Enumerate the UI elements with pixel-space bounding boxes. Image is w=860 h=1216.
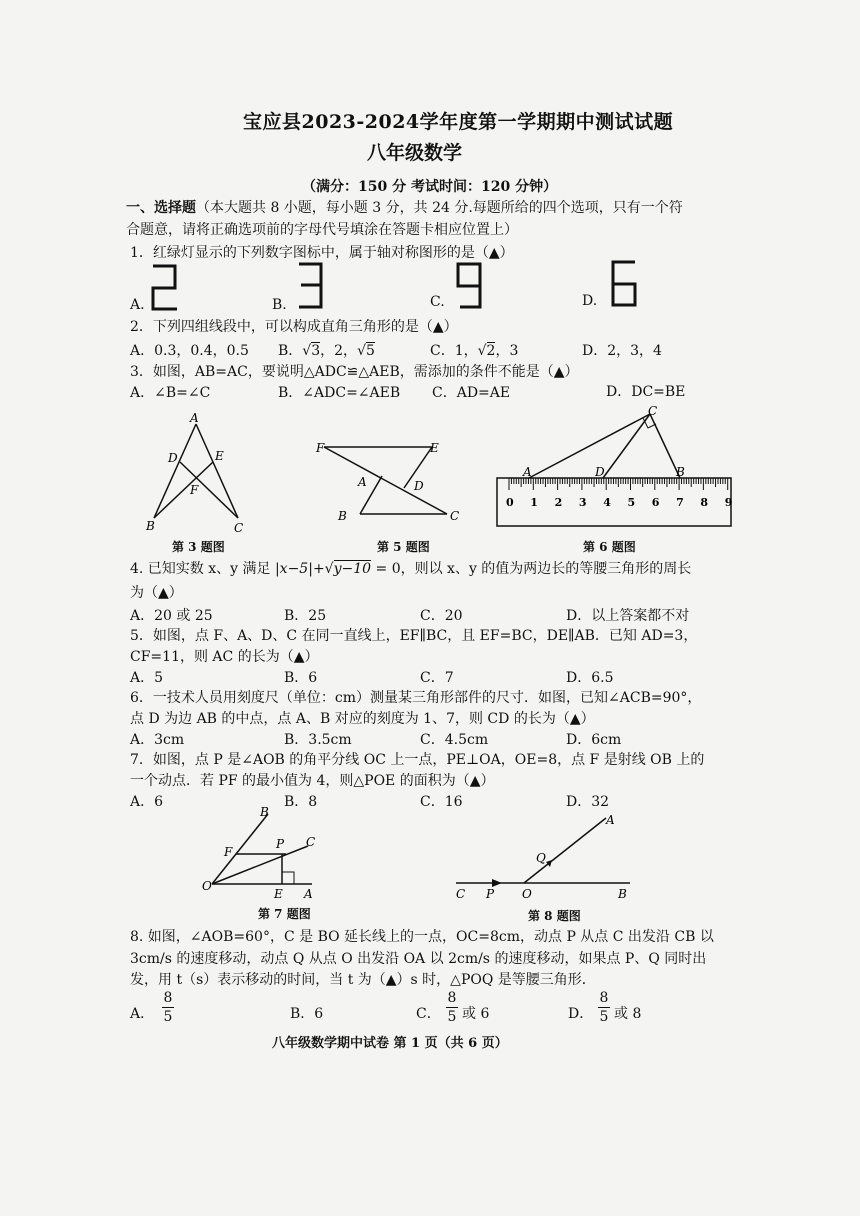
fig8-label-a: A <box>606 813 615 827</box>
q6-option-d: D．6cm <box>566 732 622 748</box>
fig6-label-a: A <box>523 465 532 479</box>
q1-option-d: D. <box>582 293 598 309</box>
q8-d-den: 5 <box>599 1009 609 1025</box>
sqrt-sign-icon: √ <box>324 561 334 577</box>
q8-d-num: 8 <box>599 990 609 1006</box>
q8-option-b: B．6 <box>290 1006 324 1022</box>
fig8-label-o: O <box>522 887 532 901</box>
fig5-label-e: E <box>430 441 439 455</box>
ruler-tick-label: 8 <box>700 496 709 509</box>
sqrt-sign-icon: √ <box>357 343 366 359</box>
q4-option-a: A．20 或 25 <box>130 608 213 624</box>
q2-option-c <box>430 342 518 360</box>
q4-stem-prefix: 4. 已知实数 x、y 满足 <box>130 561 271 577</box>
fig8-label-p: P <box>486 887 495 901</box>
q8-option-d-fraction <box>594 990 614 1025</box>
q5-option-d: D．6.5 <box>566 670 614 686</box>
page-footer: 八年级数学期中试卷 第 1 页（共 6 页） <box>272 1036 508 1051</box>
ruler-tick-label: 4 <box>603 496 611 509</box>
ruler-tick-label: 7 <box>676 496 684 509</box>
fig6-label-c: C <box>648 404 658 418</box>
ruler-tick-label: 6 <box>651 496 660 509</box>
q8-option-a-fraction <box>158 990 178 1025</box>
q4-root: y−10 <box>333 561 372 577</box>
ruler-ticks <box>509 478 728 490</box>
q4-option-d: D．以上答案都不对 <box>566 608 690 624</box>
fig3-label-f: F <box>190 483 199 497</box>
q4-stem <box>130 560 691 578</box>
q4-abs-expr: |x−5| <box>274 561 313 577</box>
section-instructions <box>126 199 683 217</box>
ruler-tick-label: 0 <box>506 496 514 509</box>
fig7-caption: 第 7 题图 <box>258 907 311 921</box>
fig6-label-d: D <box>595 465 605 479</box>
q5-option-c: C．7 <box>420 670 454 686</box>
q2-b-prefix: B． <box>278 343 303 359</box>
fig5-caption: 第 5 题图 <box>377 540 430 554</box>
q8-stem-1: 8. 如图，∠AOB=60°，C 是 BO 延长线上的一点，OC=8cm，动点 P 从点 C 出发沿 CB 以 <box>130 929 714 945</box>
ruler-tick-label: 2 <box>554 496 563 509</box>
q7-option-b: B．8 <box>284 794 318 810</box>
q8-c-den: 5 <box>447 1009 457 1025</box>
q2-b-root2: 5 <box>365 343 375 359</box>
fig3-label-d: D <box>168 451 178 465</box>
digit-6-icon <box>610 260 640 308</box>
q7-stem-2: 一个动点．若 PF 的最小值为 4，则△POE 的面积为（▲） <box>130 773 495 789</box>
q4-option-c: C．20 <box>420 608 463 624</box>
q2-c-prefix: C．1， <box>430 343 478 359</box>
fig7-label-b: B <box>260 805 269 819</box>
exam-info: （满分：150 分 考试时间：120 分钟） <box>302 179 558 195</box>
fig3-caption: 第 3 题图 <box>172 540 225 554</box>
digit-9-icon <box>455 262 485 310</box>
q7-option-d: D．32 <box>566 794 610 810</box>
q1-option-b: B. <box>272 297 287 313</box>
q6-option-a: A．3cm <box>130 732 185 748</box>
q2-option-d: D．2，3，4 <box>582 343 662 359</box>
q2-b-root1: 3 <box>311 343 321 359</box>
q1-option-a: A. <box>130 297 145 313</box>
q8-stem-3: 发，用 t（s）表示移动的时间，当 t 为（▲）s 时，△POQ 是等腰三角形． <box>130 972 596 988</box>
figure-5 <box>312 438 472 538</box>
fig7-label-f: F <box>224 845 233 859</box>
q1-option-c: C. <box>430 294 445 310</box>
q6-option-b: B．3.5cm <box>284 732 352 748</box>
fig5-label-c: C <box>450 509 460 523</box>
q1-stem: 1．红绿灯显示的下列数字图标中，属于轴对称图形的是（▲） <box>130 245 514 261</box>
sqrt-sign-icon: √ <box>477 343 487 359</box>
q6-stem-1: 6．一技术人员用刻度尺（单位：cm）测量某三角形部件的尺寸．如图，已知∠ACB=90°， <box>130 690 702 706</box>
q2-b-mid: ，2， <box>320 343 358 359</box>
fig3-label-e: E <box>215 449 224 463</box>
fig6-caption: 第 6 题图 <box>583 540 636 554</box>
fig7-label-c: C <box>306 835 316 849</box>
exam-subject: 八年级数学 <box>367 142 463 164</box>
ruler-labels <box>506 496 732 509</box>
q8-option-d-suffix: 或 8 <box>614 1006 642 1022</box>
q2-c-suffix: ，3 <box>495 343 519 359</box>
q4-stem-2: 为（▲） <box>130 585 183 601</box>
q3-option-b: B．∠ADC=∠AEB <box>278 385 401 401</box>
q5-stem-1: 5．如图，点 F、A、D、C 在同一直线上，EF∥BC，且 EF=BC，DE∥AB．已知 AD=3， <box>130 628 698 644</box>
ruler-tick-label: 9 <box>724 496 733 509</box>
fig5-label-f: F <box>316 441 325 455</box>
q3-stem: 3．如图，AB=AC，要说明△ADC≌△AEB，需添加的条件不能是（▲） <box>130 364 579 380</box>
q8-c-num: 8 <box>447 990 457 1006</box>
q2-stem: 2．下列四组线段中，可以构成直角三角形的是（▲） <box>130 319 458 335</box>
fig3-label-a: A <box>190 411 199 425</box>
q7-option-a: A．6 <box>130 794 164 810</box>
fig7-label-a: A <box>304 887 313 901</box>
q4-plus: + <box>312 561 325 577</box>
q8-a-num: 8 <box>163 990 173 1006</box>
q8-option-c-fraction <box>442 990 462 1025</box>
fig5-label-d: D <box>414 479 424 493</box>
q3-option-a: A．∠B=∠C <box>130 385 211 401</box>
q8-option-d-label: D． <box>568 1006 594 1022</box>
q5-option-b: B．6 <box>284 670 318 686</box>
q4-option-b: B．25 <box>284 608 327 624</box>
q8-option-a-label: A． <box>130 1006 155 1022</box>
figure-6 <box>493 406 738 531</box>
fig7-label-o: O <box>202 879 212 893</box>
fig8-label-b: B <box>618 887 627 901</box>
section-heading: 一、选择题 <box>126 200 196 216</box>
fig7-label-p: P <box>276 837 285 851</box>
ruler-tick-label: 1 <box>530 496 538 509</box>
q8-option-c-label: C． <box>416 1006 441 1022</box>
section-instructions-2: 合题意，请将正确选项前的字母代号填涂在答题卡相应位置上） <box>126 222 518 238</box>
fig7-label-e: E <box>274 887 283 901</box>
fig8-label-q: Q <box>536 851 546 865</box>
q2-option-a: A．0.3，0.4，0.5 <box>130 343 249 359</box>
q2-c-root: 2 <box>486 343 496 359</box>
fig3-label-c: C <box>234 521 244 535</box>
fig8-label-c: C <box>456 887 466 901</box>
q3-option-d: D．DC=BE <box>606 384 686 400</box>
q6-option-c: C．4.5cm <box>420 732 489 748</box>
figure-3 <box>140 412 260 542</box>
q7-stem-1: 7．如图，点 P 是∠AOB 的角平分线 OC 上一点，PE⊥OA，OE=8，点 F 是射线 OB 上的 <box>130 752 705 768</box>
fig6-label-b: B <box>676 465 685 479</box>
digit-2-icon <box>150 264 180 312</box>
q3-option-c: C．AD=AE <box>432 385 511 401</box>
ruler-tick-label: 5 <box>627 496 636 509</box>
fig5-label-b: B <box>338 509 347 523</box>
fig3-label-b: B <box>146 519 155 533</box>
figure-8 <box>452 806 652 906</box>
q5-stem-2: CF=11，则 AC 的长为（▲） <box>130 649 319 665</box>
figure-7 <box>200 802 330 902</box>
sqrt-sign-icon: √ <box>302 343 312 359</box>
q4-stem-eq: = 0，则以 x、y 的值为两边长的等腰三角形的周长 <box>375 561 692 577</box>
fig8-caption: 第 8 题图 <box>528 909 581 923</box>
exam-title: 宝应县2023-2024学年度第一学期期中测试试题 <box>243 111 674 133</box>
q6-stem-2: 点 D 为边 AB 的中点，点 A、B 对应的刻度为 1、7，则 CD 的长为（▲） <box>130 711 595 727</box>
digit-3-icon <box>296 262 326 310</box>
q8-a-den: 5 <box>163 1009 173 1025</box>
q2-option-b <box>278 342 375 360</box>
q8-stem-2: 3cm/s 的速度移动，动点 Q 从点 O 出发沿 OA 以 2cm/s 的速度移动，如果点 P、Q 同时出 <box>130 951 707 967</box>
q7-option-c: C．16 <box>420 794 463 810</box>
fig5-label-a: A <box>358 475 367 489</box>
q8-option-c-suffix: 或 6 <box>462 1006 490 1022</box>
section-instructions-1: （本大题共 8 小题，每小题 3 分，共 24 分.每题所给的四个选项，只有一个符 <box>196 200 683 216</box>
ruler-tick-label: 3 <box>578 496 587 509</box>
q5-option-a: A．5 <box>130 670 164 686</box>
